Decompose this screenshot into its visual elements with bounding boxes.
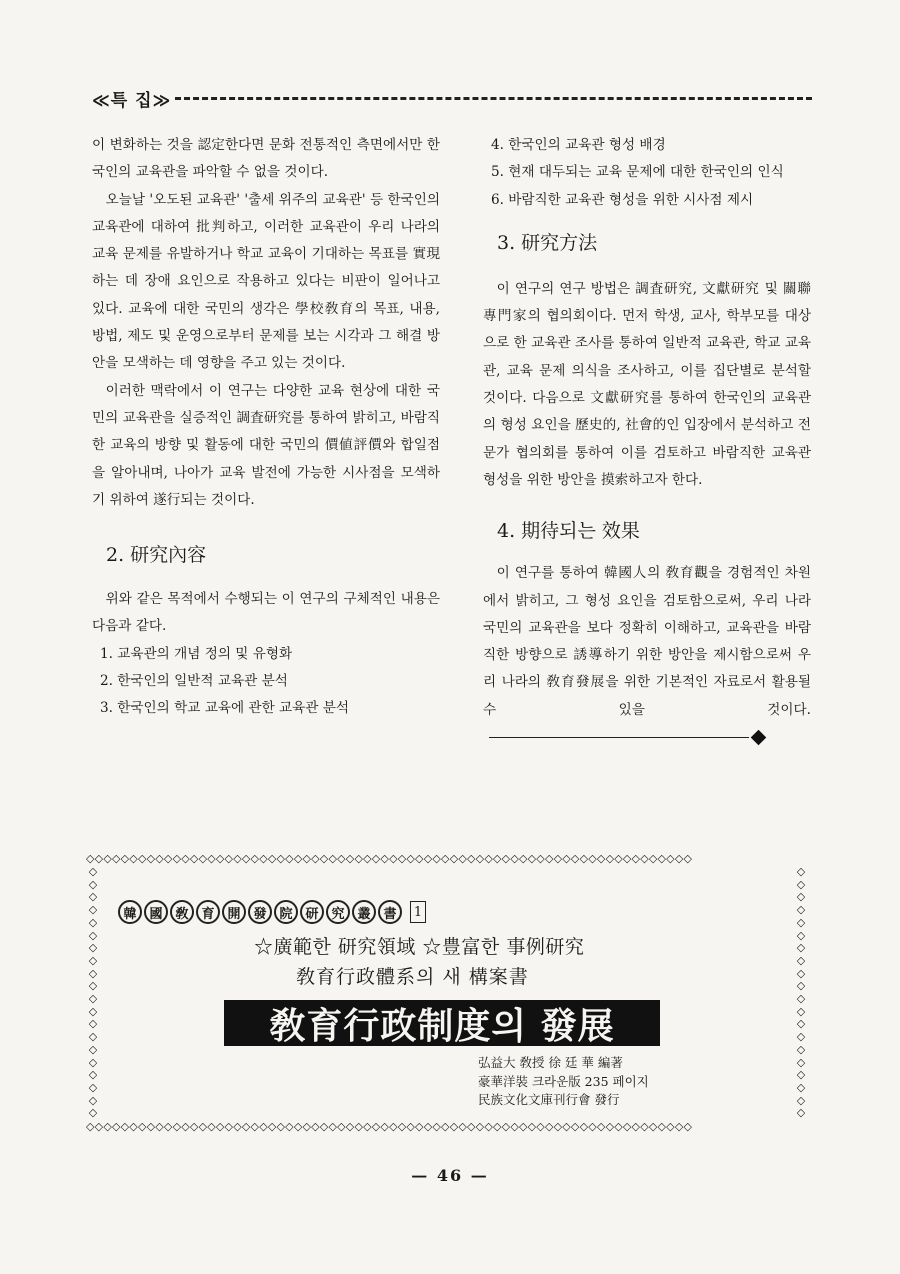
book-advertisement [86,852,808,1134]
series-char: 發 [248,900,272,924]
header-dashed-rule [175,97,812,100]
series-name [118,898,426,926]
paragraph [483,560,811,751]
list-item: 6. 바람직한 교육관 형성을 위한 시사점 제시 [491,191,754,208]
content-list [92,641,440,723]
right-column [483,132,811,751]
ad-book-title: 敎育行政制度의 發展 [224,1000,660,1046]
ad-border-bottom: ◇◇◇◇◇◇◇◇◇◇◇◇◇◇◇◇◇◇◇◇◇◇◇◇◇◇◇◇◇◇◇◇◇◇◇◇◇◇◇◇◇◇◇◇◇◇◇◇◇◇◇◇◇◇◇◇◇◇◇◇◇◇◇◇◇◇◇◇◇◇ [86,1120,693,1133]
section-header [92,86,812,110]
section-title-method: 3. 研究方法 [497,231,598,254]
paragraph: 이러한 맥락에서 이 연구는 다양한 교육 현상에 대한 국민의 교육관을 실증적인 調査研究를 통하여 밝히고, 바람직한 교육의 방향 및 활동에 대한 국민의 價値評價와 합일점을 알아내며, 나아가 교육 발전에 가능한 시사점을 모색하기 위하여 遂行되는 것이다. [92,382,440,508]
content-list [483,132,811,214]
series-char: 研 [300,900,324,924]
paragraph: 위와 같은 목적에서 수행되는 이 연구의 구체적인 내용은 다음과 같다. [92,591,440,635]
series-char: 書 [378,900,402,924]
end-rule [489,737,749,738]
section-title-effects: 4. 期待되는 效果 [497,520,640,543]
series-char: 叢 [352,900,376,924]
ad-subtitle: 敎育行政體系의 새 構案書 [296,966,529,988]
paragraph: 오늘날 '오도된 교육관' '출세 위주의 교육관' 등 한국인의 교육관에 대하여 批判하고, 이러한 교육관이 우리 나라의 교육 문제를 유발하거나 학교 교육이 기대하는 목표를 實現하는 데 장애 요인으로 작용하고 있다는 비판이 일어나고 있다. 교육에 대한 국민의 생각은 學校敎育의 목표, 내용, 방법, 제도 및 운영으로부터 문제를 보는 시각과 그 해결 방안을 모색하는 데 영향을 주고 있는 것이다. [92,191,440,372]
series-number: 1 [410,901,426,923]
end-diamond-icon [751,730,767,746]
ad-border-right: ◇◇◇◇◇◇◇◇◇◇◇◇◇◇◇◇◇◇◇◇ [796,866,806,1120]
series-char: 韓 [118,900,142,924]
ad-publisher: 民族文化文庫刊行會 發行 [478,1092,620,1107]
ad-credits [478,1054,649,1110]
series-char: 院 [274,900,298,924]
list-item: 2. 한국인의 일반적 교육관 분석 [100,673,288,690]
ad-tagline: ☆廣範한 研究領域 ☆豊富한 事例研究 [254,936,585,958]
ad-border-left: ◇◇◇◇◇◇◇◇◇◇◇◇◇◇◇◇◇◇◇◇ [88,866,98,1120]
list-item: 5. 현재 대두되는 교육 문제에 대한 한국인의 인식 [491,164,784,181]
ad-author: 弘益大 敎授 徐 廷 華 編著 [478,1055,623,1070]
paragraph-text: 이 연구를 통하여 韓國人의 敎育觀을 경험적인 차원에서 밝히고, 그 형성 요인을 검토함으로써, 우리 나라 국민의 교육관을 보다 정확히 이해하고, 교육관을 바람직한 방향으로 誘導하기 위한 방안을 제시함으로써 우리 나라의 敎育發展을 위한 기본적인 자료로서 활용될 수 있을 것이다. [483,565,811,718]
page-number: — 46 — [411,1166,489,1185]
series-char: 開 [222,900,246,924]
left-column [92,132,440,723]
series-char: 敎 [170,900,194,924]
section-title-contents: 2. 研究內容 [106,544,207,567]
series-char: 究 [326,900,350,924]
paragraph: 이 변화하는 것을 認定한다면 문화 전통적인 측면에서만 한국인의 교육관을 파악할 수 없을 것이다. [92,137,440,181]
header-label: ≪특 집≫ [92,90,172,111]
series-char: 國 [144,900,168,924]
list-item: 1. 교육관의 개념 정의 및 유형화 [100,645,293,662]
series-char: 育 [196,900,220,924]
ad-border-top: ◇◇◇◇◇◇◇◇◇◇◇◇◇◇◇◇◇◇◇◇◇◇◇◇◇◇◇◇◇◇◇◇◇◇◇◇◇◇◇◇◇◇◇◇◇◇◇◇◇◇◇◇◇◇◇◇◇◇◇◇◇◇◇◇◇◇◇◇◇◇ [86,852,693,865]
ad-format: 豪華洋裝 크라운版 235 페이지 [478,1073,649,1089]
list-item: 4. 한국인의 교육관 형성 배경 [491,137,666,153]
list-item: 3. 한국인의 학교 교육에 관한 교육관 분석 [100,700,349,717]
paragraph: 이 연구의 연구 방법은 調査研究, 文獻研究 및 關聯專門家의 협의회이다. 먼저 학생, 교사, 학부모를 대상으로 한 교육관 조사를 통하여 일반적 교육관, 학교 교육관, 교육 문제 의식을 조사하고, 이를 집단별로 분석할 것이다. 다음으로 文獻研究를 통하여 한국인의 교육관의 형성 요인을 歷史的, 社會的인 입장에서 분석하고 전문가 협의회를 통하여 이를 검토하고 바람직한 교육관 형성을 위한 방안을 摸索하고자 한다. [483,280,811,488]
